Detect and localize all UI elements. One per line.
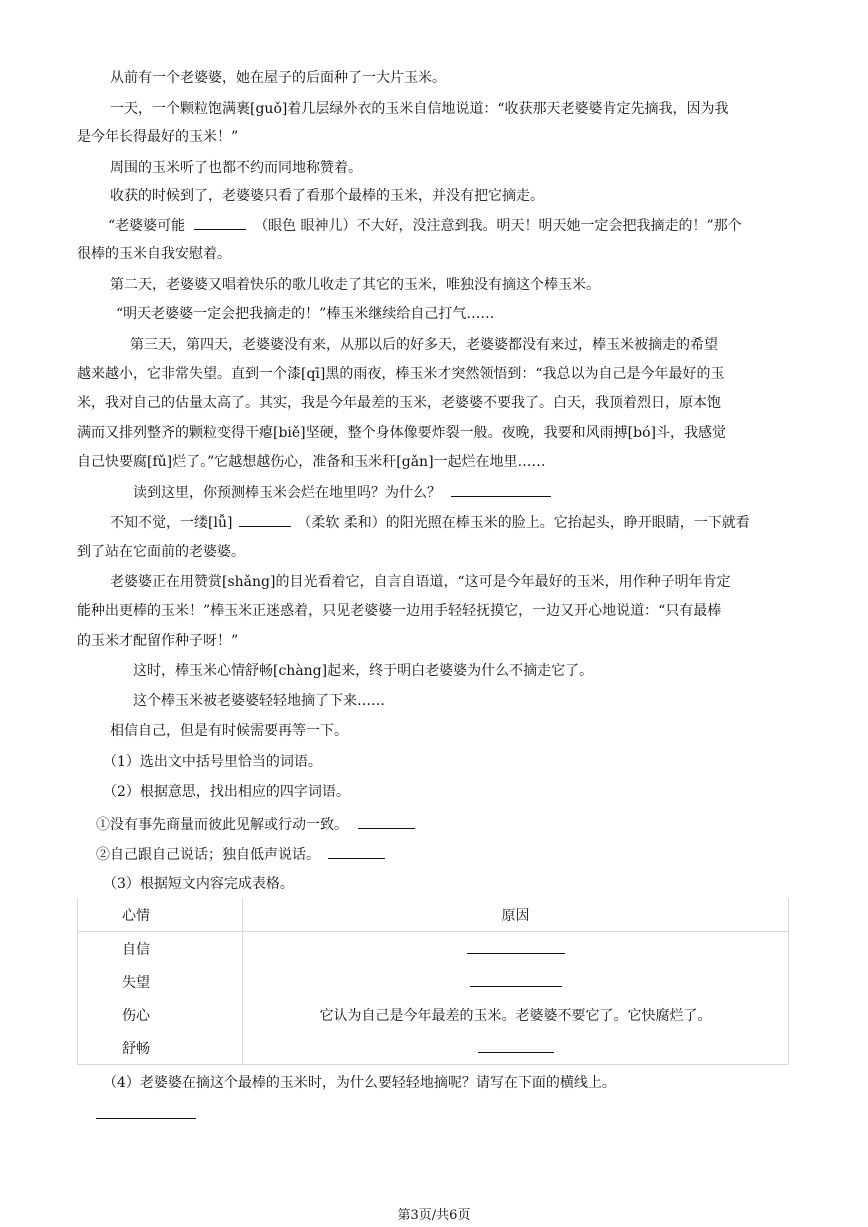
paragraph-text: 米，我对自己的估量太高了。其实，我是今年最差的玉米，老婆婆不要我了。白天，我顶着烈日，原本饱 bbox=[77, 395, 721, 411]
paragraph-text: 读到这里，你预测棒玉米会烂在地里吗？为什么？ bbox=[133, 485, 441, 501]
question-4-answer bbox=[96, 1104, 196, 1125]
paragraph-text: 第二天，老婆婆又唱着快乐的歌儿收走了其它的玉米，唯独没有摘这个棒玉米。 bbox=[110, 277, 600, 293]
mood-cell: 伤心 bbox=[78, 998, 243, 1031]
table-row bbox=[78, 1031, 789, 1065]
paragraph bbox=[110, 721, 348, 741]
paragraph-text: 不知不觉，一缕[lǚ] bbox=[110, 515, 233, 531]
answer-blank[interactable] bbox=[478, 1038, 554, 1053]
paragraph-text: “明天老婆婆一定会把我摘走的！”棒玉米继续给自己打气…… bbox=[116, 306, 495, 322]
paragraph-text: 一天，一个颗粒饱满裹[guǒ]着几层绿外衣的玉米自信地说道：“收获那天老婆婆肯定先摘我，因为我 bbox=[110, 101, 729, 117]
answer-blank[interactable] bbox=[451, 482, 551, 497]
paragraph-text: 这时，棒玉米心情舒畅[chàng]起来，终于明白老婆婆为什么不摘走它了。 bbox=[133, 663, 594, 679]
question-text: ①没有事先商量而彼此见解或行动一致。 bbox=[96, 817, 348, 833]
answer-blank[interactable] bbox=[96, 1104, 196, 1119]
paragraph bbox=[116, 304, 494, 324]
paragraph bbox=[77, 393, 721, 413]
paragraph bbox=[77, 631, 238, 651]
question-3 bbox=[103, 874, 294, 894]
answer-blank[interactable] bbox=[239, 512, 291, 527]
reason-cell[interactable] bbox=[243, 932, 789, 966]
paragraph bbox=[77, 452, 546, 472]
paragraph bbox=[110, 186, 544, 206]
paragraph-text: （眼色 眼神儿）不大好，没注意到我。明天！明天她一定会把我摘走的！”那个 bbox=[254, 218, 742, 234]
paragraph bbox=[77, 127, 238, 147]
paragraph-text: （柔软 柔和）的阳光照在棒玉米的脸上。它抬起头，睁开眼睛，一下就看 bbox=[297, 515, 750, 531]
paragraph bbox=[110, 68, 446, 88]
paragraph-text: 到了站在它面前的老婆婆。 bbox=[77, 544, 245, 560]
paragraph bbox=[110, 275, 600, 295]
paragraph-text: “老婆婆可能 bbox=[108, 218, 186, 234]
question-2 bbox=[103, 782, 350, 802]
table-row bbox=[78, 965, 789, 998]
paragraph bbox=[110, 99, 729, 119]
paragraph bbox=[133, 482, 551, 503]
header-reason: 原因 bbox=[243, 898, 789, 932]
answer-blank[interactable] bbox=[358, 814, 415, 829]
paragraph-text: 相信自己，但是有时候需要再等一下。 bbox=[110, 723, 348, 739]
paragraph-text: 满而又排列整齐的颗粒变得干瘪[biě]坚硬，整个身体像要炸裂一般。夜晚，我要和风雨搏[bó]斗，我感觉 bbox=[77, 425, 726, 441]
answer-table bbox=[77, 898, 789, 1065]
paragraph bbox=[110, 572, 731, 592]
paragraph-text: 很棒的玉米自我安慰着。 bbox=[77, 246, 231, 262]
reason-cell[interactable] bbox=[243, 965, 789, 998]
question-1 bbox=[103, 752, 322, 772]
paragraph-text: 的玉米才配留作种子呀！” bbox=[77, 633, 239, 649]
paragraph-text: 自己快要腐[fǔ]烂了。”它越想越伤心，准备和玉米秆[gǎn]一起烂在地里…… bbox=[77, 454, 546, 470]
question-text: （4）老婆婆在摘这个最棒的玉米时，为什么要轻轻地摘呢？请写在下面的横线上。 bbox=[103, 1075, 616, 1091]
paragraph bbox=[110, 512, 750, 533]
question-2b bbox=[96, 844, 385, 865]
mood-cell: 舒畅 bbox=[78, 1031, 243, 1065]
page-footer: 第3页/共6页 bbox=[397, 1208, 471, 1223]
mood-cell: 自信 bbox=[78, 932, 243, 966]
paragraph-text: 收获的时候到了，老婆婆只看了看那个最棒的玉米，并没有把它摘走。 bbox=[110, 188, 544, 204]
paragraph bbox=[130, 335, 718, 355]
mood-cell: 失望 bbox=[78, 965, 243, 998]
header-mood: 心情 bbox=[78, 898, 243, 932]
paragraph bbox=[77, 542, 245, 562]
paragraph bbox=[133, 661, 593, 681]
paragraph-text: 能种出更棒的玉米！”棒玉米正迷惑着，只见老婆婆一边用手轻轻抚摸它，一边又开心地说道：“只有最棒 bbox=[77, 603, 722, 619]
question-4 bbox=[103, 1073, 616, 1093]
table-header-row bbox=[78, 898, 789, 932]
paragraph bbox=[77, 601, 721, 621]
question-text: （1）选出文中括号里恰当的词语。 bbox=[103, 754, 322, 770]
answer-blank[interactable] bbox=[470, 972, 562, 987]
paragraph bbox=[110, 158, 362, 178]
reason-cell[interactable] bbox=[243, 1031, 789, 1065]
paragraph-text: 老婆婆正在用赞赏[shǎng]的目光看着它，自言自语道，“这可是今年最好的玉米，用作种子明年肯定 bbox=[110, 574, 731, 590]
paragraph bbox=[77, 244, 231, 264]
table-row bbox=[78, 998, 789, 1031]
answer-blank[interactable] bbox=[467, 939, 565, 954]
question-text: ②自己跟自己说话；独自低声说话。 bbox=[96, 847, 320, 863]
paragraph bbox=[133, 691, 385, 711]
paragraph bbox=[108, 215, 742, 236]
question-text: （2）根据意思，找出相应的四字词语。 bbox=[103, 784, 350, 800]
paragraph bbox=[77, 364, 725, 384]
question-text: （3）根据短文内容完成表格。 bbox=[103, 876, 294, 892]
paragraph-text: 周围的玉米听了也都不约而同地称赞着。 bbox=[110, 160, 362, 176]
paragraph-text: 第三天，第四天，老婆婆没有来，从那以后的好多天，老婆婆都没有来过，棒玉米被摘走的希望 bbox=[130, 337, 718, 353]
paragraph-text: 这个棒玉米被老婆婆轻轻地摘了下来…… bbox=[133, 693, 385, 709]
table-row bbox=[78, 932, 789, 966]
paragraph-text: 越来越小，它非常失望。直到一个漆[qī]黑的雨夜，棒玉米才突然领悟到：“我总以为自己是今年最好的玉 bbox=[77, 366, 725, 382]
paragraph-text: 是今年长得最好的玉米！” bbox=[77, 129, 239, 145]
question-2a bbox=[96, 814, 415, 835]
paragraph bbox=[77, 423, 726, 443]
reason-cell: 它认为自己是今年最差的玉米。老婆婆不要它了。它快腐烂了。 bbox=[243, 998, 789, 1031]
answer-blank[interactable] bbox=[328, 844, 385, 859]
answer-blank[interactable] bbox=[194, 215, 246, 230]
paragraph-text: 从前有一个老婆婆，她在屋子的后面种了一大片玉米。 bbox=[110, 70, 446, 86]
